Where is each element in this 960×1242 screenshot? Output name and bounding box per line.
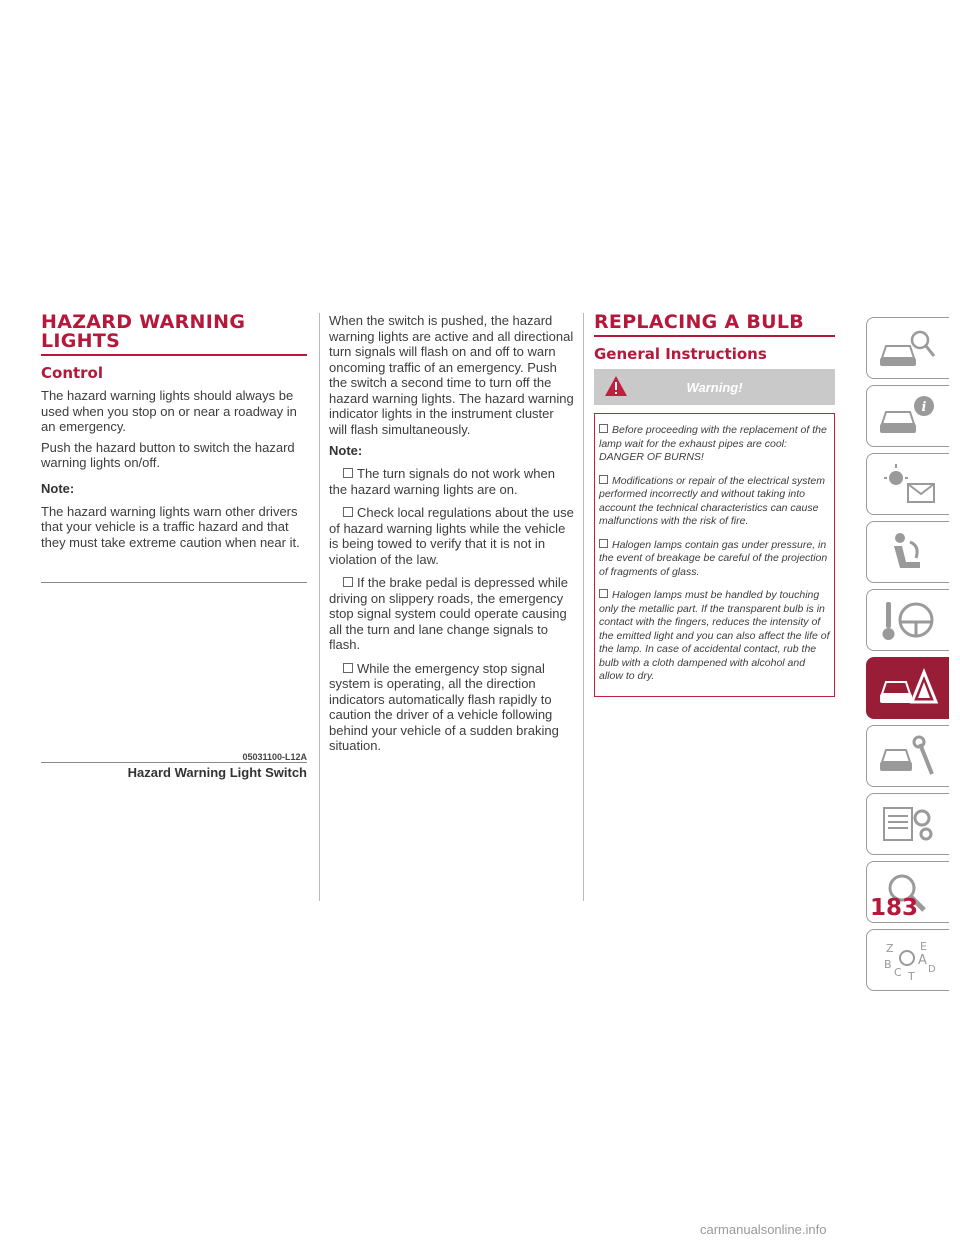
column-divider-1 [319, 313, 320, 901]
chapter-tab-starting-driving[interactable] [866, 589, 949, 651]
svg-text:C: C [894, 966, 902, 979]
chapter-tab-safety[interactable] [866, 521, 949, 583]
note-text: The hazard warning lights warn other drivers that your vehicle is a traffic hazard and that they must take extreme caution when near it. [41, 503, 300, 550]
warning-item: Before proceeding with the replacement of the lamp wait for the exhaust pipes are cool: DANGER OF BURNS! [599, 424, 827, 463]
seat-airbag-icon [876, 528, 940, 576]
paragraph-2: Push the hazard button to switch the hazard warning lights on/off. [41, 439, 295, 470]
warning-title: Warning! [686, 379, 743, 395]
warning-item: Halogen lamps contain gas under pressure, in the event of breakage be careful of the projection of fragments of glass. [599, 538, 828, 578]
checkbox-bullet-icon [599, 475, 608, 484]
checkbox-bullet-icon [343, 468, 353, 478]
checkbox-bullet-icon [343, 507, 353, 517]
specifications-gear-icon [876, 800, 940, 848]
column-replacing-a-bulb [594, 313, 835, 697]
svg-text:D: D [928, 964, 936, 975]
warning-header [594, 369, 835, 405]
note-bullet: While the emergency stop signal system is operating, all the direction indicators automatically flash rapidly to caution the driver of a vehicle following behind your vehicle of a sudden braking situation. [329, 660, 559, 753]
paragraph-switch-pushed: When the switch is pushed, the hazard warning lights are active and all directional turn signals will flash on and off to warn oncoming traffic of an emergency. Push the switch a second time to turn off the hazard warning lights. The hazard warning indicator lights in the instrument cluster will flash simultaneously. [329, 313, 574, 437]
column-divider-2 [583, 313, 584, 901]
figure-caption: Hazard Warning Light Switch [127, 765, 307, 780]
checkbox-bullet-icon [599, 589, 608, 598]
svg-text:i: i [921, 400, 927, 415]
checkbox-bullet-icon [599, 539, 608, 548]
warning-triangle-icon [604, 375, 628, 397]
note-bullet: The turn signals do not work when the hazard warning lights are on. [329, 466, 555, 497]
figure-top-rule [41, 582, 307, 583]
column-hazard-continued [329, 313, 574, 762]
figure-caption-rule [41, 762, 307, 763]
svg-text:B: B [884, 958, 892, 971]
note-bullet: If the brake pedal is depressed while driving on slippery roads, the emergency stop signal system could operate causing all the turn and lane change signals to flash. [329, 575, 569, 652]
note-bullet: Check local regulations about the use of hazard warning lights while the vehicle is being towed to verify that it is not in violation of the law. [329, 505, 574, 567]
note-label: Note: [329, 443, 363, 458]
note-label: Note: [41, 480, 75, 496]
paragraph-1: The hazard warning lights should always be used when you stop on or near a roadway in an emergency. [41, 388, 297, 434]
warning-item: Modifications or repair of the electrical system performed incorrectly and without taking into account the technical characteristics can cause malfunctions with the risk of fire. [599, 474, 825, 527]
column-hazard-warning-lights [41, 313, 307, 555]
chapter-tab-technical-specifications[interactable] [866, 793, 949, 855]
car-hazard-icon [876, 664, 940, 712]
warning-item: Halogen lamps must be handled by touching only the metallic part. If the transparent bulb is in contact with the fingers, reduces the intensity of the emitted light and you can also affect the life of the lamp. In case of accidental contact, rub the bulb with a cloth dampened with alcohol and allow to dry. [599, 589, 830, 682]
checkbox-bullet-icon [343, 663, 353, 673]
svg-text:E: E [920, 940, 927, 953]
svg-text:Z: Z [886, 942, 894, 955]
chapter-tab-car-info[interactable] [866, 385, 949, 447]
checkbox-bullet-icon [599, 424, 608, 433]
watermark-text: carmanualsonline.info [700, 1222, 827, 1237]
chapter-tab-car-search[interactable] [866, 317, 949, 379]
section-heading-replacing-a-bulb: REPLACING A BULB [594, 313, 835, 337]
car-wrench-icon [876, 732, 940, 780]
chapter-tab-in-an-emergency[interactable] [866, 657, 949, 719]
chapter-tab-warning-lights[interactable] [866, 453, 949, 515]
subheading-control: Control [41, 364, 104, 382]
chapter-tab-index[interactable] [866, 929, 949, 991]
section-heading-hazard-warning-lights: HAZARD WARNING LIGHTS [41, 313, 307, 356]
car-info-icon [876, 392, 940, 440]
svg-text:A: A [918, 953, 927, 968]
chapter-tab-servicing[interactable] [866, 725, 949, 787]
alphabetical-index-icon [876, 936, 940, 984]
figure-code: 05031100-L12A [242, 752, 307, 762]
page-number: 183 [870, 895, 919, 921]
car-search-icon [876, 324, 940, 372]
svg-text:T: T [908, 970, 915, 983]
key-steering-wheel-icon [876, 596, 940, 644]
subheading-general-instructions: General Instructions [594, 345, 767, 363]
warning-lights-message-icon [876, 460, 940, 508]
checkbox-bullet-icon [343, 577, 353, 587]
warning-box [594, 413, 835, 697]
